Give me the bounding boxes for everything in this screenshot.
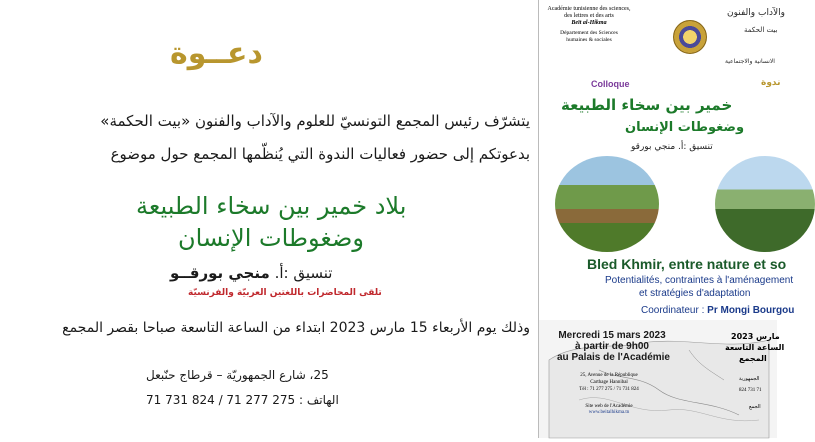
- academy-name-fr-2: des lettres et des arts: [564, 13, 614, 19]
- poster-fr-coordinator: [641, 305, 794, 316]
- address-line: 25، شارع الجمهوريّة – قرطاج حنّبعل: [146, 368, 329, 382]
- poster-date-ar-3: المجمع: [739, 354, 767, 363]
- coordinator-line: [170, 264, 332, 282]
- poster-address-block: [569, 372, 649, 393]
- poster-ar-side-3: الجمع: [749, 404, 761, 410]
- poster-web-block: [569, 404, 649, 416]
- poster-web-label: Site web de l'Académie: [585, 404, 633, 409]
- poster-fr-subtitle-1: Potentialités, contraintes à l'aménagement: [605, 275, 794, 286]
- fr-coordinator-name: Pr Mongi Bourgou: [707, 305, 795, 316]
- coordinator-label: تنسيق :أ.: [274, 264, 333, 282]
- poster-ar-coordinator: تنسيق :أ. منجي بورقو: [631, 142, 713, 152]
- colloque-label: Colloque: [591, 79, 630, 89]
- landscape-photo-left: [555, 156, 659, 252]
- poster-ar-header-2: بيت الحكمة: [744, 26, 778, 34]
- poster-ar-header-1: والآداب والفنون: [727, 8, 785, 18]
- nadwa-label: ندوة: [761, 78, 781, 88]
- fr-coordinator-label: Coordinateur :: [641, 305, 705, 316]
- department-fr-2: humaines & sociales: [566, 37, 612, 43]
- poster-ar-side-2: 71 731 824: [739, 388, 762, 393]
- poster-fr-title: Bled Khmir, entre nature et so: [587, 256, 787, 272]
- poster-date-fr-2: à partir de 9h00: [575, 341, 649, 352]
- phone-line: الهاتف : 275 277 71 / 824 731 71: [146, 393, 339, 407]
- poster-ar-title-1: خمير بين سخاء الطبيعة: [561, 96, 733, 114]
- poster-ar-side-1: الجمهورية: [739, 376, 760, 382]
- coordinator-name: منجي بورقــو: [170, 264, 270, 282]
- poster-date-fr-1: Mercredi 15 mars 2023: [558, 330, 666, 341]
- date-line: وذلك يوم الأربعاء 15 مارس 2023 ابتداء من الساعة التاسعة صباحا بقصر المجمع: [62, 320, 530, 336]
- poster-web-url[interactable]: www.beitalhikma.tn: [588, 410, 630, 415]
- invitation-line-1: يتشرّف رئيس المجمع التونسيّ للعلوم والآداب والفنون «بيت الحكمة»: [100, 112, 530, 130]
- academy-seal-icon: [673, 20, 707, 54]
- poster-date-ar-2: الساعة التاسعة: [725, 343, 785, 352]
- poster-date-fr-block: [557, 330, 670, 363]
- department-fr-1: Département des Sciences: [560, 30, 618, 36]
- invitation-title: دعــوة: [170, 36, 263, 71]
- academy-name-fr-3: Beït al-Hikma: [571, 20, 607, 26]
- invitation-line-2: بدعوتكم إلى حضور فعاليات الندوة التي يُنظّمها المجمع حول موضوع: [110, 145, 530, 163]
- poster-date-ar-1: مارس 2023: [731, 332, 780, 341]
- topic-title-2: وضغوطات الإنسان: [178, 224, 364, 252]
- landscape-photo-right: [715, 156, 815, 252]
- poster-ar-header-3: الانسانية والاجتماعية: [725, 58, 775, 65]
- languages-note: تلقى المحاضرات باللغتين العربيّة والفرنسيّة: [188, 288, 382, 298]
- poster-fr-subtitle-2: et stratégies d'adaptation: [639, 288, 751, 299]
- poster-address-3: Tél : 71 277 275 / 71 731 824: [579, 387, 639, 392]
- poster-address-2: Carthage Hannibal: [590, 380, 628, 385]
- poster-date-fr-3: au Palais de l'Académie: [557, 352, 670, 363]
- academy-name-fr-1: Académie tunisienne des sciences,: [547, 6, 631, 12]
- poster-ar-title-2: وضغوطات الإنسان: [625, 120, 745, 135]
- poster-address-1: 25, Avenue de la République: [580, 373, 638, 378]
- topic-title-1: بلاد خمير بين سخاء الطبيعة: [136, 192, 407, 220]
- poster-panel: [538, 0, 795, 438]
